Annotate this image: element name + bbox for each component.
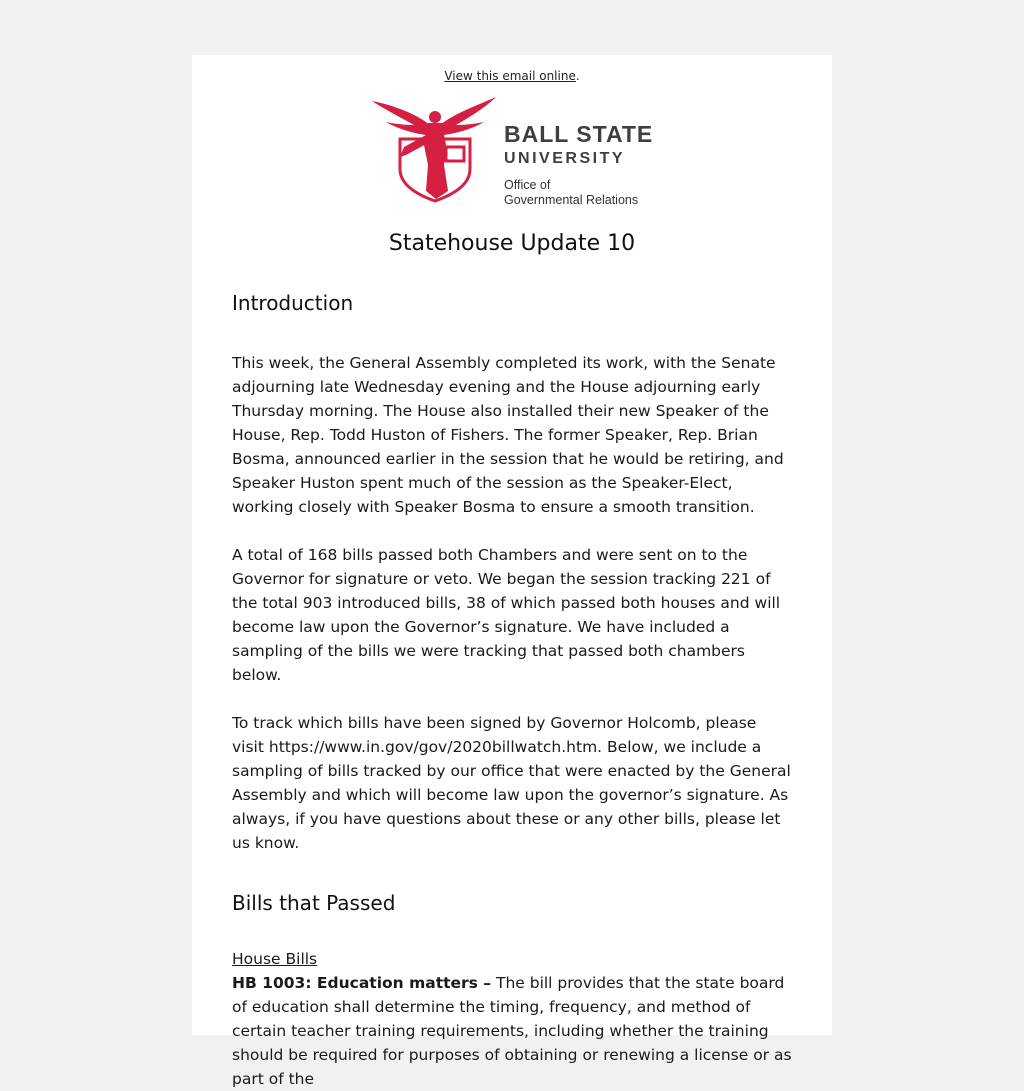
bill-description: The bill provides that the state board of education shall determine the timing, frequency, and method of certain teacher training requirements, including whether the training should be required for purposes of obtaining or renewing a license or as part of the [232, 974, 792, 1088]
bill-item [232, 971, 792, 1091]
email-body [232, 289, 792, 1091]
figure-book-shape [446, 147, 464, 161]
bill-name: HB 1003: Education matters – [232, 974, 492, 992]
ball-state-logo [370, 95, 660, 207]
right-wing-shape [440, 97, 496, 135]
left-wing-shape [372, 101, 430, 135]
view-online-suffix: . [575, 69, 580, 83]
benny-statue-shield-icon [370, 95, 502, 207]
introduction-heading: Introduction [232, 291, 354, 315]
view-online-bar [192, 69, 832, 83]
figure-head-shape [429, 111, 441, 123]
intro-paragraph-1: This week, the General Assembly completed its work, with the Senate adjourning late Wednesday evening and the House adjourning early Thursday morning. The House also installed their new Speaker of the House, Rep. Todd Huston of Fishers. The former Speaker, Rep. Brian Bosma, announced earlier in the session that he would be retiring, and Speaker Huston spent much of the session as the Speaker-Elect, working closely with Speaker Bosma to ensure a smooth transition. [232, 354, 784, 516]
bills-passed-heading: Bills that Passed [232, 891, 396, 915]
logo-line-office-of: Office of [504, 178, 551, 192]
intro-paragraph-2: A total of 168 bills passed both Chambers and were sent on to the Governor for signature or veto. We began the session tracking 221 of the total 903 introduced bills, 38 of which passed both houses and will become law upon the Governor’s signature. We have included a sampling of the bills we were tracking that passed both chambers below. [232, 546, 781, 684]
view-online-link[interactable]: View this email online [444, 69, 576, 83]
logo-line-university: UNIVERSITY [504, 150, 626, 167]
logo-line-ball-state: BALL STATE [504, 121, 654, 147]
email-card [192, 55, 832, 1088]
intro-paragraph-3: To track which bills have been signed by Governor Holcomb, please visit https://www.in.gov/gov/2020billwatch.htm. Below, we include a sampling of bills tracked by our office that were enacted by the General Assembly and which will become law upon the governor’s signature. As always, if you have questions about these or any other bills, please let us know. [232, 714, 791, 852]
newsletter-title: Statehouse Update 10 [388, 231, 636, 256]
logo-line-governmental-relations: Governmental Relations [504, 193, 639, 207]
logo-wordmark [504, 121, 653, 208]
house-bills-subheading: House Bills [232, 950, 318, 968]
